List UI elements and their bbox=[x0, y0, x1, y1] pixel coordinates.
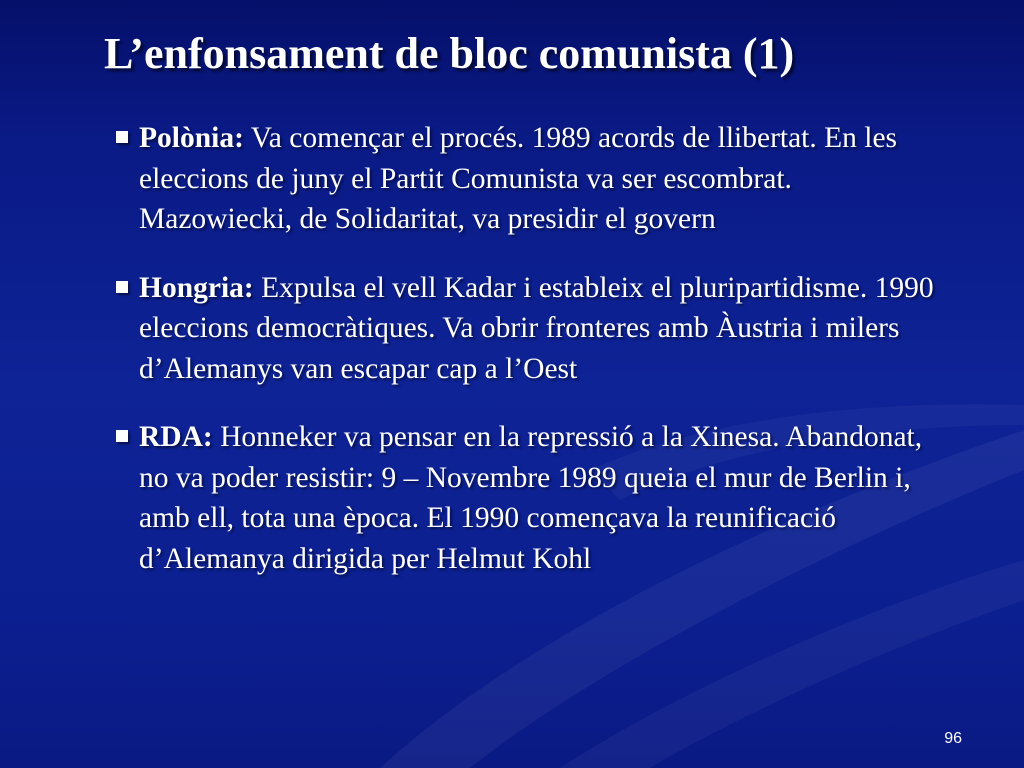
bullet-list bbox=[112, 118, 942, 579]
page-number: 96 bbox=[944, 730, 962, 747]
bullet-label: RDA: bbox=[139, 421, 213, 453]
bullet-item-hongria bbox=[112, 268, 942, 390]
bullet-label: Polònia: bbox=[139, 122, 244, 154]
slide-title: L’enfonsament de bloc comunista (1) bbox=[104, 29, 795, 78]
square-bullet-icon bbox=[116, 281, 128, 293]
bullet-text: Honneker va pensar en la repressió a la Xinesa. Abandonat, no va poder resistir: 9 – Novembre 1989 queia el mur de Berlin i, amb ell, tota una època. El 1990 començava la reunificació d’Alemanya dirigida per Helmut Kohl bbox=[139, 421, 923, 575]
bullet-item-polonia bbox=[112, 118, 942, 240]
bullet-text: Expulsa el vell Kadar i estableix el pluripartidisme. 1990 eleccions democràtiques. Va obrir fronteres amb Àustria i milers d’Alemanys van escapar cap a l’Oest bbox=[139, 271, 934, 385]
bullet-text: Va començar el procés. 1989 acords de llibertat. En les eleccions de juny el Partit Comunista va ser escombrat. Mazowiecki, de Solidaritat, va presidir el govern bbox=[139, 122, 898, 235]
square-bullet-icon bbox=[116, 131, 128, 143]
square-bullet-icon bbox=[116, 430, 128, 442]
bullet-item-rda bbox=[112, 417, 942, 579]
bullet-label: Hongria: bbox=[139, 271, 254, 304]
